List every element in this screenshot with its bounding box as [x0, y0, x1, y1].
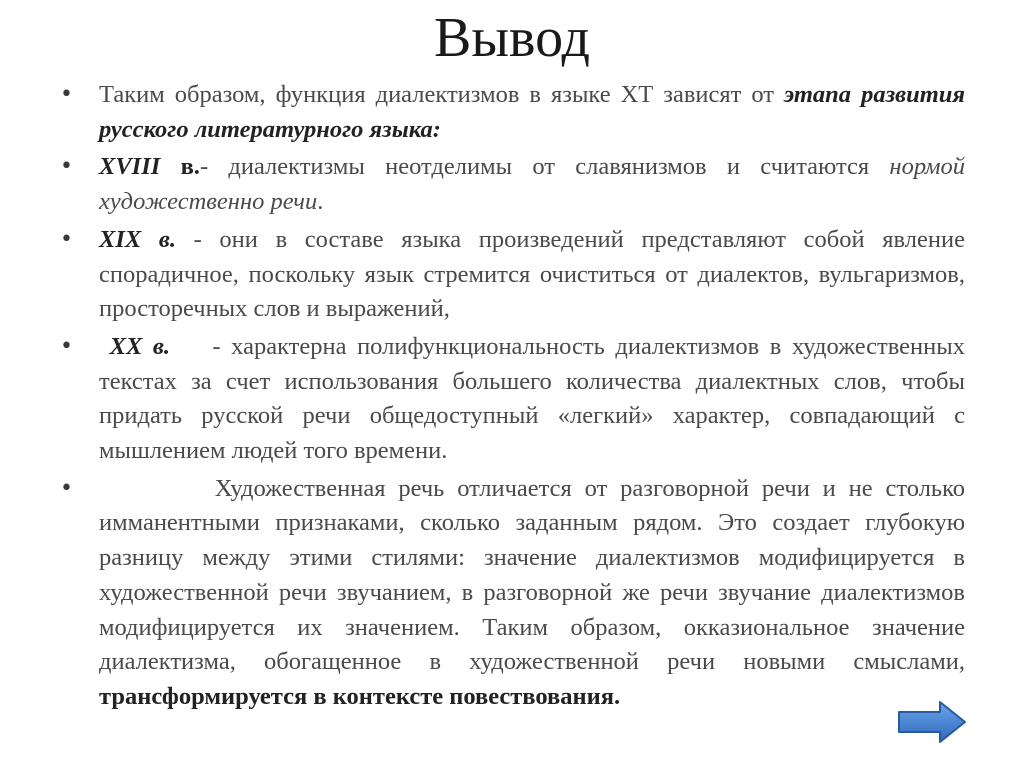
bullet-3-century: XIX в. [99, 225, 176, 253]
bullet-icon: • [60, 82, 73, 107]
bullet-item-1 [60, 78, 965, 147]
bullet-2-period: . [317, 188, 324, 216]
arrow-right-icon [896, 700, 968, 744]
bullet-4-century: XX в. [99, 332, 170, 360]
bullet-1-text: Таким образом, функция диалектизмов в языке ХТ зависят от [99, 81, 785, 108]
bullet-2-abbrev: в. [160, 153, 200, 181]
bullet-1-emphasis: этапа развития русского литературного языка: [99, 81, 966, 143]
bullet-4-text: - характерна полифункциональность диалектизмов в художественных текстах за счет использования большего количества диалектных слов, чтобы придать русской речи общедоступный «легкий» характер, совпадающий с мышлением людей того времени. [99, 332, 972, 465]
bullet-2-text: - диалектизмы неотделимы от славянизмов и считаются [199, 153, 890, 181]
bullet-item-5 [60, 472, 972, 715]
bullet-icon: • [60, 475, 73, 501]
next-slide-button[interactable] [896, 700, 968, 744]
bullet-item-2 [60, 150, 965, 219]
bullet-5-text: Художественная речь отличается от разговорной речи и не столько имманентными признаками, сколько заданным рядом. Это создает глубокую разницу между этими стилями: значение диалектизмов модифицируется в художественной речи звучанием, в разговорной же речи звучание диалектизмов модифицируется их значением. Таким образом, окказиональное значение диалектизма, обогащенное в художественной речи новыми смыслами, [99, 474, 972, 676]
bullet-item-3 [60, 223, 965, 327]
bullet-icon: • [60, 154, 73, 180]
bullet-5-bold: трансформируется в контексте повествования. [99, 682, 621, 710]
slide-title: Вывод [434, 7, 590, 69]
bullet-icon: • [60, 333, 73, 359]
bullet-2-italic: нормой художественно речи [99, 153, 965, 216]
bullet-list [60, 78, 972, 718]
bullet-3-text: - они в составе языка произведений представляют собой явление спорадичное, поскольку язык стремится очиститься от диалектов, вульгаризмов, просторечных слов и выражений, [99, 225, 965, 323]
bullet-icon: • [60, 226, 73, 252]
bullet-item-4 [60, 330, 972, 469]
bullet-2-century: XVIII [99, 153, 161, 181]
